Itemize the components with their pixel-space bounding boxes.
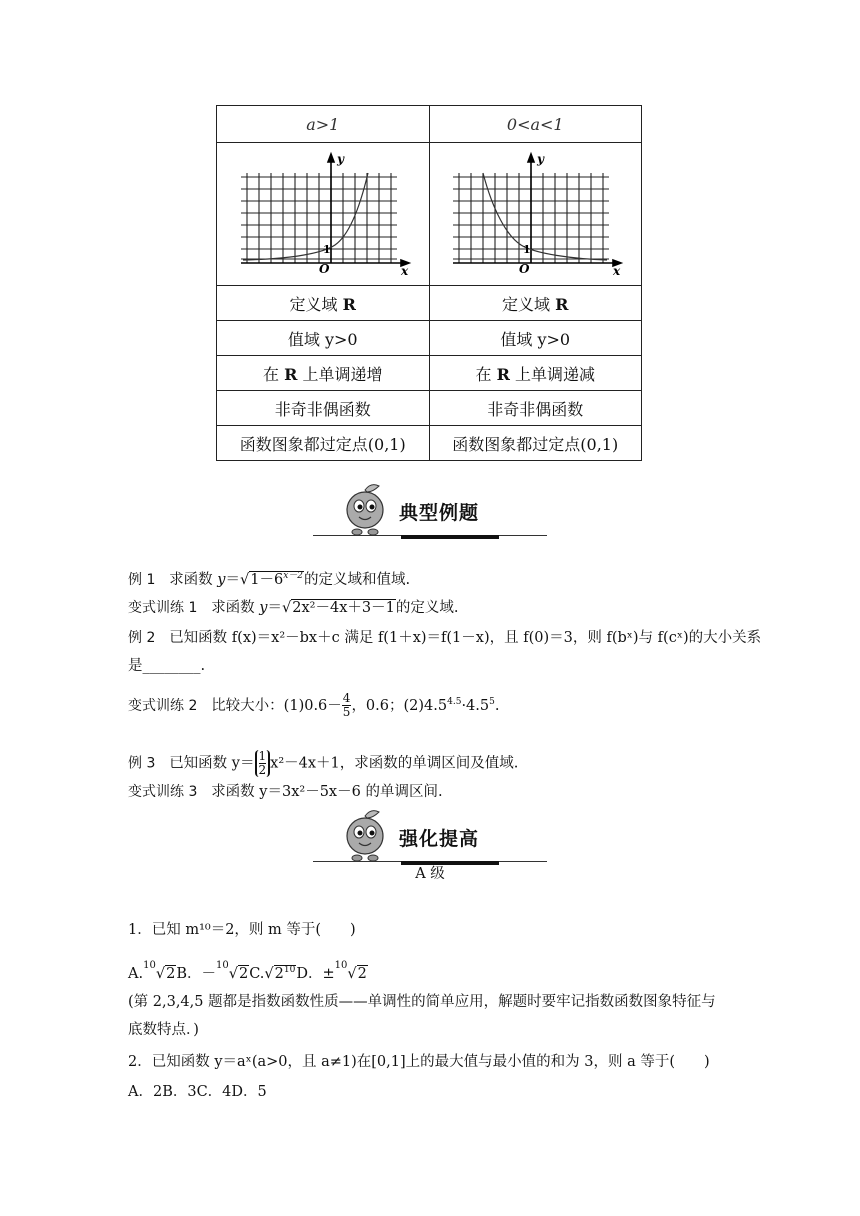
section-title: 典型例题	[399, 502, 480, 524]
variant-3: 变式训练 3 求函数 y＝3x²－5x－6 的单调区间.	[128, 784, 443, 800]
domain-right: 定义域 R	[429, 286, 642, 321]
hint-note-line-1: (第 2,3,4,5 题都是指数函数性质——单调性的简单应用，解题时要牢记指数函数图象特征与	[128, 994, 716, 1010]
question-1: 1．已知 m¹⁰＝2，则 m 等于( )	[128, 922, 356, 938]
example-3: 例 3 已知函数 y＝ $\frac{1}{2}x^2-4x+1$，求函数的单调区间及值域.	[128, 749, 519, 777]
header-a-between-0-1: 0<a<1	[429, 106, 642, 143]
decreasing-exponential-graph	[445, 151, 625, 277]
question-1-options: A.$^{10}$√2B．$-^{10}√2C.√2^{10}D$．±$^{10}$√2	[128, 959, 367, 982]
exponential-properties-table	[216, 105, 642, 461]
question-2: 2．已知函数 y＝aˣ(a>0，且 a≠1)在[0,1]上的最大值与最小值的和为 3，则 a 等于( )	[128, 1054, 710, 1070]
x-axis-label: x	[613, 264, 621, 277]
example-1: 例 1 求函数 $y=√1-6^{x-2}$的定义域和值域.	[128, 571, 411, 588]
x-axis-label: x	[400, 264, 408, 277]
monotonic-right: 在 R 上单调递减	[429, 356, 642, 391]
domain-left: 定义域 R	[217, 286, 430, 321]
graph-cell-increasing	[217, 143, 430, 286]
variant-1: 变式训练 1 求函数 y＝√2x²－4x＋3－1的定义域.	[128, 600, 459, 616]
tick-one-label: 1	[322, 243, 331, 256]
apple-mascot-icon	[335, 482, 397, 540]
fraction-4-5: $\frac{4}{5}$	[342, 691, 351, 720]
fixed-point-left: 函数图象都过定点(0,1)	[217, 426, 430, 461]
range-right: 值域 y>0	[429, 321, 642, 356]
range-left: 值域 y>0	[217, 321, 430, 356]
section-banner-examples	[313, 482, 547, 540]
variant-2: 变式训练 2 比较大小：(1)0.6－ $\frac{4}{5}$ ，0.6；$(2)4.5^{4.5}\cdot 4.5^5$.	[128, 691, 500, 720]
header-a-greater-1: a>1	[217, 106, 430, 143]
fraction-1-2: $\frac{1}{2}$	[255, 750, 271, 777]
example-2-continued: 是________.	[128, 658, 206, 674]
hint-note-line-2: 底数特点．)	[128, 1022, 199, 1038]
apple-mascot-icon	[335, 808, 397, 866]
increasing-exponential-graph	[233, 151, 413, 277]
banner-underbar	[401, 535, 499, 539]
y-axis-label: y	[336, 152, 344, 166]
section-banner-improve	[313, 808, 547, 866]
monotonic-left: 在 R 上单调递增	[217, 356, 430, 391]
question-2-options: A．2B．3C．4D．5	[128, 1084, 267, 1100]
origin-label: O	[318, 262, 330, 276]
parity-left: 非奇非偶函数	[217, 391, 430, 426]
fixed-point-right: 函数图象都过定点(0,1)	[429, 426, 642, 461]
section-title: 强化提高	[399, 828, 480, 850]
parity-right: 非奇非偶函数	[429, 391, 642, 426]
example-2: 例 2 已知函数 f(x)＝x²－bx＋c 满足 f(1＋x)＝f(1－x)，且 f(0)＝3，则 f(bˣ)与 f(cˣ)的大小关系	[128, 630, 762, 646]
origin-label: O	[519, 262, 530, 276]
graph-cell-decreasing	[429, 143, 642, 286]
y-axis-label: y	[537, 152, 545, 166]
tick-one-label: 1	[523, 243, 531, 256]
level-a-heading: A 级	[415, 866, 445, 882]
